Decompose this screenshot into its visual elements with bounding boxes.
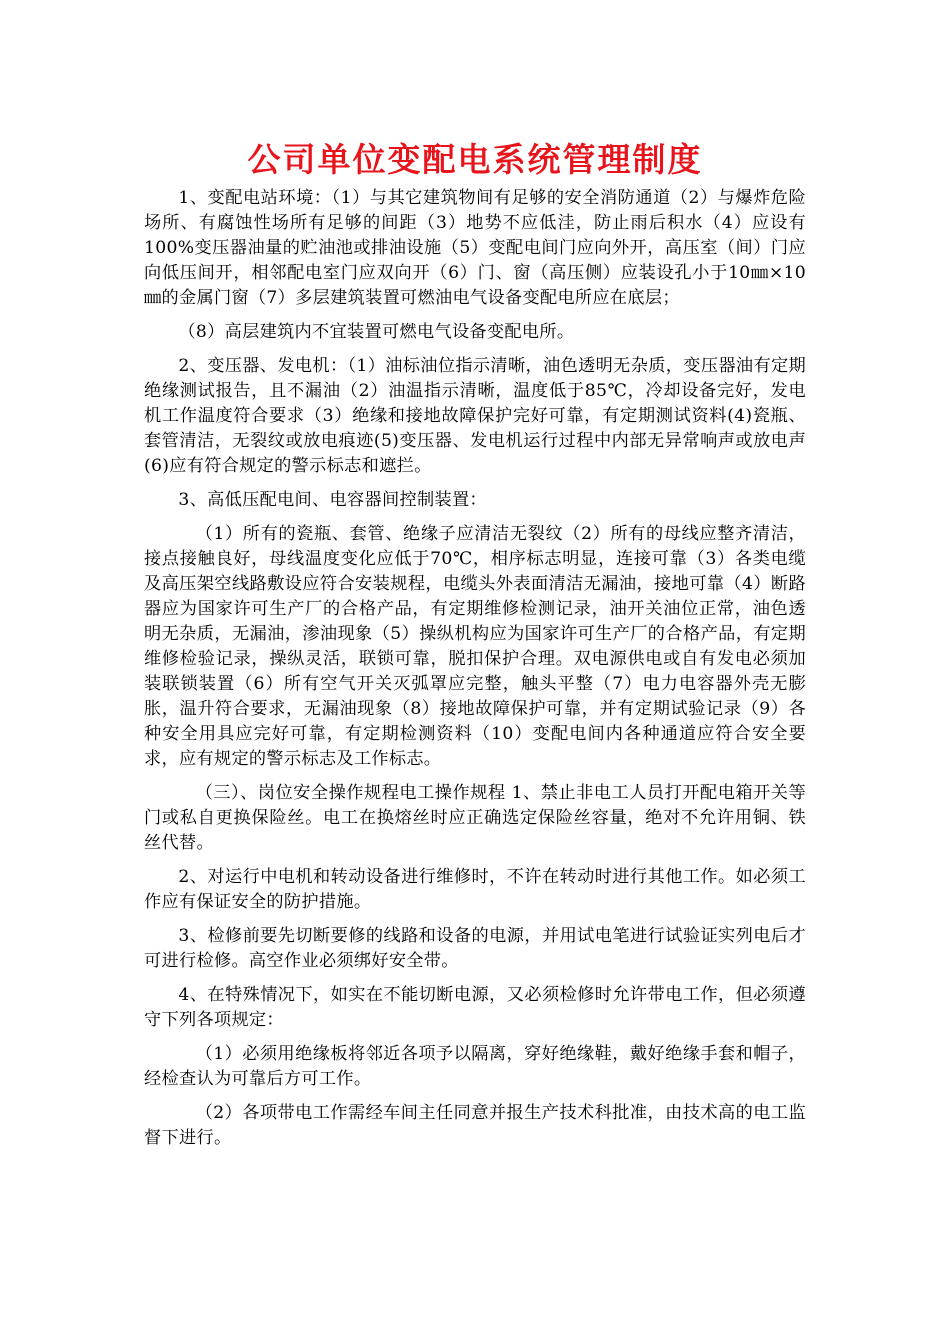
paragraph-rule-4-item-1: （1）必须用绝缘板将邻近各项予以隔离，穿好绝缘鞋，戴好绝缘手套和帽子，经检查认为可靠后方可工作。	[144, 1044, 806, 1089]
paragraph-switchgear-requirements: （1）所有的瓷瓶、套管、绝缘子应清洁无裂纹（2）所有的母线应整齐清洁，接点接触良好，母线温度变化应低于70℃，相序标志明显，连接可靠（3）各类电缆及高压架空线路敷设应符合安装规程，电缆头外表面清洁无漏油，接地可靠（4）断路器应为国家许可生产厂的合格产品，有定期维修检测记录，油开关油位正常，油色透明无杂质，无漏油，渗油现象（5）操纵机构应为国家许可生产厂的合格产品，有定期维修检验记录，操纵灵活，联锁可靠，脱扣保护合理。双电源供电或自有发电必须加装联锁装置（6）所有空气开关灭弧罩应完整，触头平整（7）电力电容器外壳无膨胀，温升符合要求，无漏油现象（8）接地故障保护可靠，并有定期试验记录（9）各种安全用具应完好可靠，有定期检测资料（10）变配电间内各种通道应符合安全要求，应有规定的警示标志及工作标志。	[144, 524, 806, 769]
paragraph-substation-environment: 1、变配电站环境：（1）与其它建筑物间有足够的安全消防通道（2）与爆炸危险场所、有腐蚀性场所有足够的间距（3）地势不应低洼，防止雨后积水（4）应设有100%变压器油量的贮油池或排油设施（5）变配电间门应向外开，高压室（间）门应向低压间开，相邻配电室门应双向开（6）门、窗（高压侧）应装设孔小于10㎜×10㎜的金属门窗（7）多层建筑装置可燃油电气设备变配电所应在底层；	[144, 188, 806, 308]
document-page	[144, 138, 806, 1160]
paragraph-rule-4-item-2: （2）各项带电工作需经车间主任同意并报生产技术科批准，由技术高的电工监督下进行。	[144, 1103, 806, 1148]
paragraph-rule-3: 3、检修前要先切断要修的线路和设备的电源，并用试电笔进行试验证实列电后才可进行检修。高空作业必须绑好安全带。	[144, 926, 806, 971]
paragraph-operating-rules: （三）、岗位安全操作规程电工操作规程 1、禁止非电工人员打开配电箱开关等门或私自更换保险丝。电工在换熔丝时应正确选定保险丝容量，绝对不允许用铜、铁丝代替。	[144, 783, 806, 853]
paragraph-rule-2: 2、对运行中电机和转动设备进行维修时，不许在转动时进行其他工作。如必须工作应有保证安全的防护措施。	[144, 867, 806, 912]
paragraph-high-rise-rule: （8）高层建筑内不宜装置可燃电气设备变配电所。	[178, 322, 575, 342]
paragraph-rule-4: 4、在特殊情况下，如实在不能切断电源，又必须检修时允许带电工作，但必须遵守下列各项规定：	[144, 985, 806, 1030]
paragraph-transformer-generator: 2、变压器、发电机：（1）油标油位指示清晰，油色透明无杂质，变压器油有定期绝缘测试报告，且不漏油（2）油温指示清晰，温度低于85℃，冷却设备完好，发电机工作温度符合要求（3）绝缘和接地故障保护完好可靠，有定期测试资料(4)瓷瓶、套管清洁，无裂纹或放电痕迹(5)变压器、发电机运行过程中内部无异常响声或放电声(6)应有符合规定的警示标志和遮拦。	[144, 356, 806, 476]
document-title: 公司单位变配电系统管理制度	[247, 140, 703, 179]
paragraph-switchgear-heading: 3、高低压配电间、电容器间控制装置：	[178, 490, 487, 510]
